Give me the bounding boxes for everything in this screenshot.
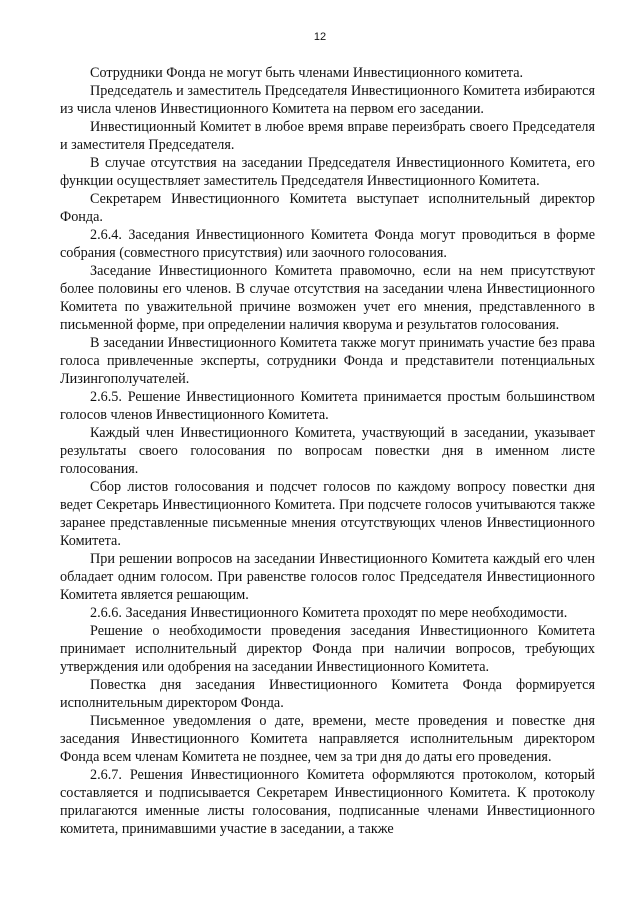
paragraph: Письменное уведомления о дате, времени, месте проведения и повестке дня заседания Инвестиционного Комитета направляется исполнительным директором Фонда всем членам Комитета не позднее, чем за три дня до даты его проведения. <box>60 713 595 765</box>
paragraph: 2.6.5. Решение Инвестиционного Комитета принимается простым большинством голосов членов Инвестиционного Комитета. <box>60 389 595 423</box>
paragraph: В случае отсутствия на заседании Председателя Инвестиционного Комитета, его функции осуществляет заместитель Председателя Инвестиционного Комитета. <box>60 155 595 189</box>
paragraph: В заседании Инвестиционного Комитета также могут принимать участие без права голоса привлеченные эксперты, сотрудники Фонда и представители потенциальных Лизингополучателей. <box>60 335 595 387</box>
paragraph: Каждый член Инвестиционного Комитета, участвующий в заседании, указывает результаты своего голосования по вопросам повестки дня в именном листе голосования. <box>60 425 595 477</box>
paragraph: Инвестиционный Комитет в любое время вправе переизбрать своего Председателя и заместителя Председателя. <box>60 119 595 153</box>
paragraph: Повестка дня заседания Инвестиционного Комитета Фонда формируется исполнительным директором Фонда. <box>60 677 595 711</box>
paragraph: 2.6.7. Решения Инвестиционного Комитета оформляются протоколом, который составляется и подписывается Секретарем Инвестиционного Комитета. К протоколу прилагаются именные листы голосования, подписанные членами Инвестиционного комитета, принимавшими участие в заседании, а также <box>60 767 595 837</box>
paragraph: Решение о необходимости проведения заседания Инвестиционного Комитета принимает исполнительный директор Фонда при наличии вопросов, требующих утверждения или одобрения на заседании Инвестиционного Комитета. <box>60 623 595 675</box>
document-body <box>60 64 595 838</box>
paragraph: Сотрудники Фонда не могут быть членами Инвестиционного комитета. <box>90 65 524 81</box>
paragraph: 2.6.4. Заседания Инвестиционного Комитета Фонда могут проводиться в форме собрания (совместного присутствия) или заочного голосования. <box>60 227 595 261</box>
paragraph: Сбор листов голосования и подсчет голосов по каждому вопросу повестки дня ведет Секретарь Инвестиционного Комитета. При подсчете голосов учитываются также заранее представленные письменные мнения отсутствующих членов Инвестиционного Комитета. <box>60 479 595 549</box>
paragraph: Председатель и заместитель Председателя Инвестиционного Комитета избираются из числа членов Инвестиционного Комитета на первом его заседании. <box>60 83 595 117</box>
paragraph: 2.6.6. Заседания Инвестиционного Комитета проходят по мере необходимости. <box>90 605 568 621</box>
paragraph: При решении вопросов на заседании Инвестиционного Комитета каждый его член обладает одним голосом. При равенстве голосов голос Председателя Инвестиционного Комитета является решающим. <box>60 551 595 603</box>
paragraph: Заседание Инвестиционного Комитета правомочно, если на нем присутствуют более половины его членов. В случае отсутствия на заседании члена Инвестиционного Комитета по уважительной причине возможен учет его мнения, представленного в письменной форме, при определении наличия кворума и результатов голосования. <box>60 263 595 333</box>
paragraph: Секретарем Инвестиционного Комитета выступает исполнительный директор Фонда. <box>60 191 595 225</box>
page-number: 12 <box>313 31 327 43</box>
